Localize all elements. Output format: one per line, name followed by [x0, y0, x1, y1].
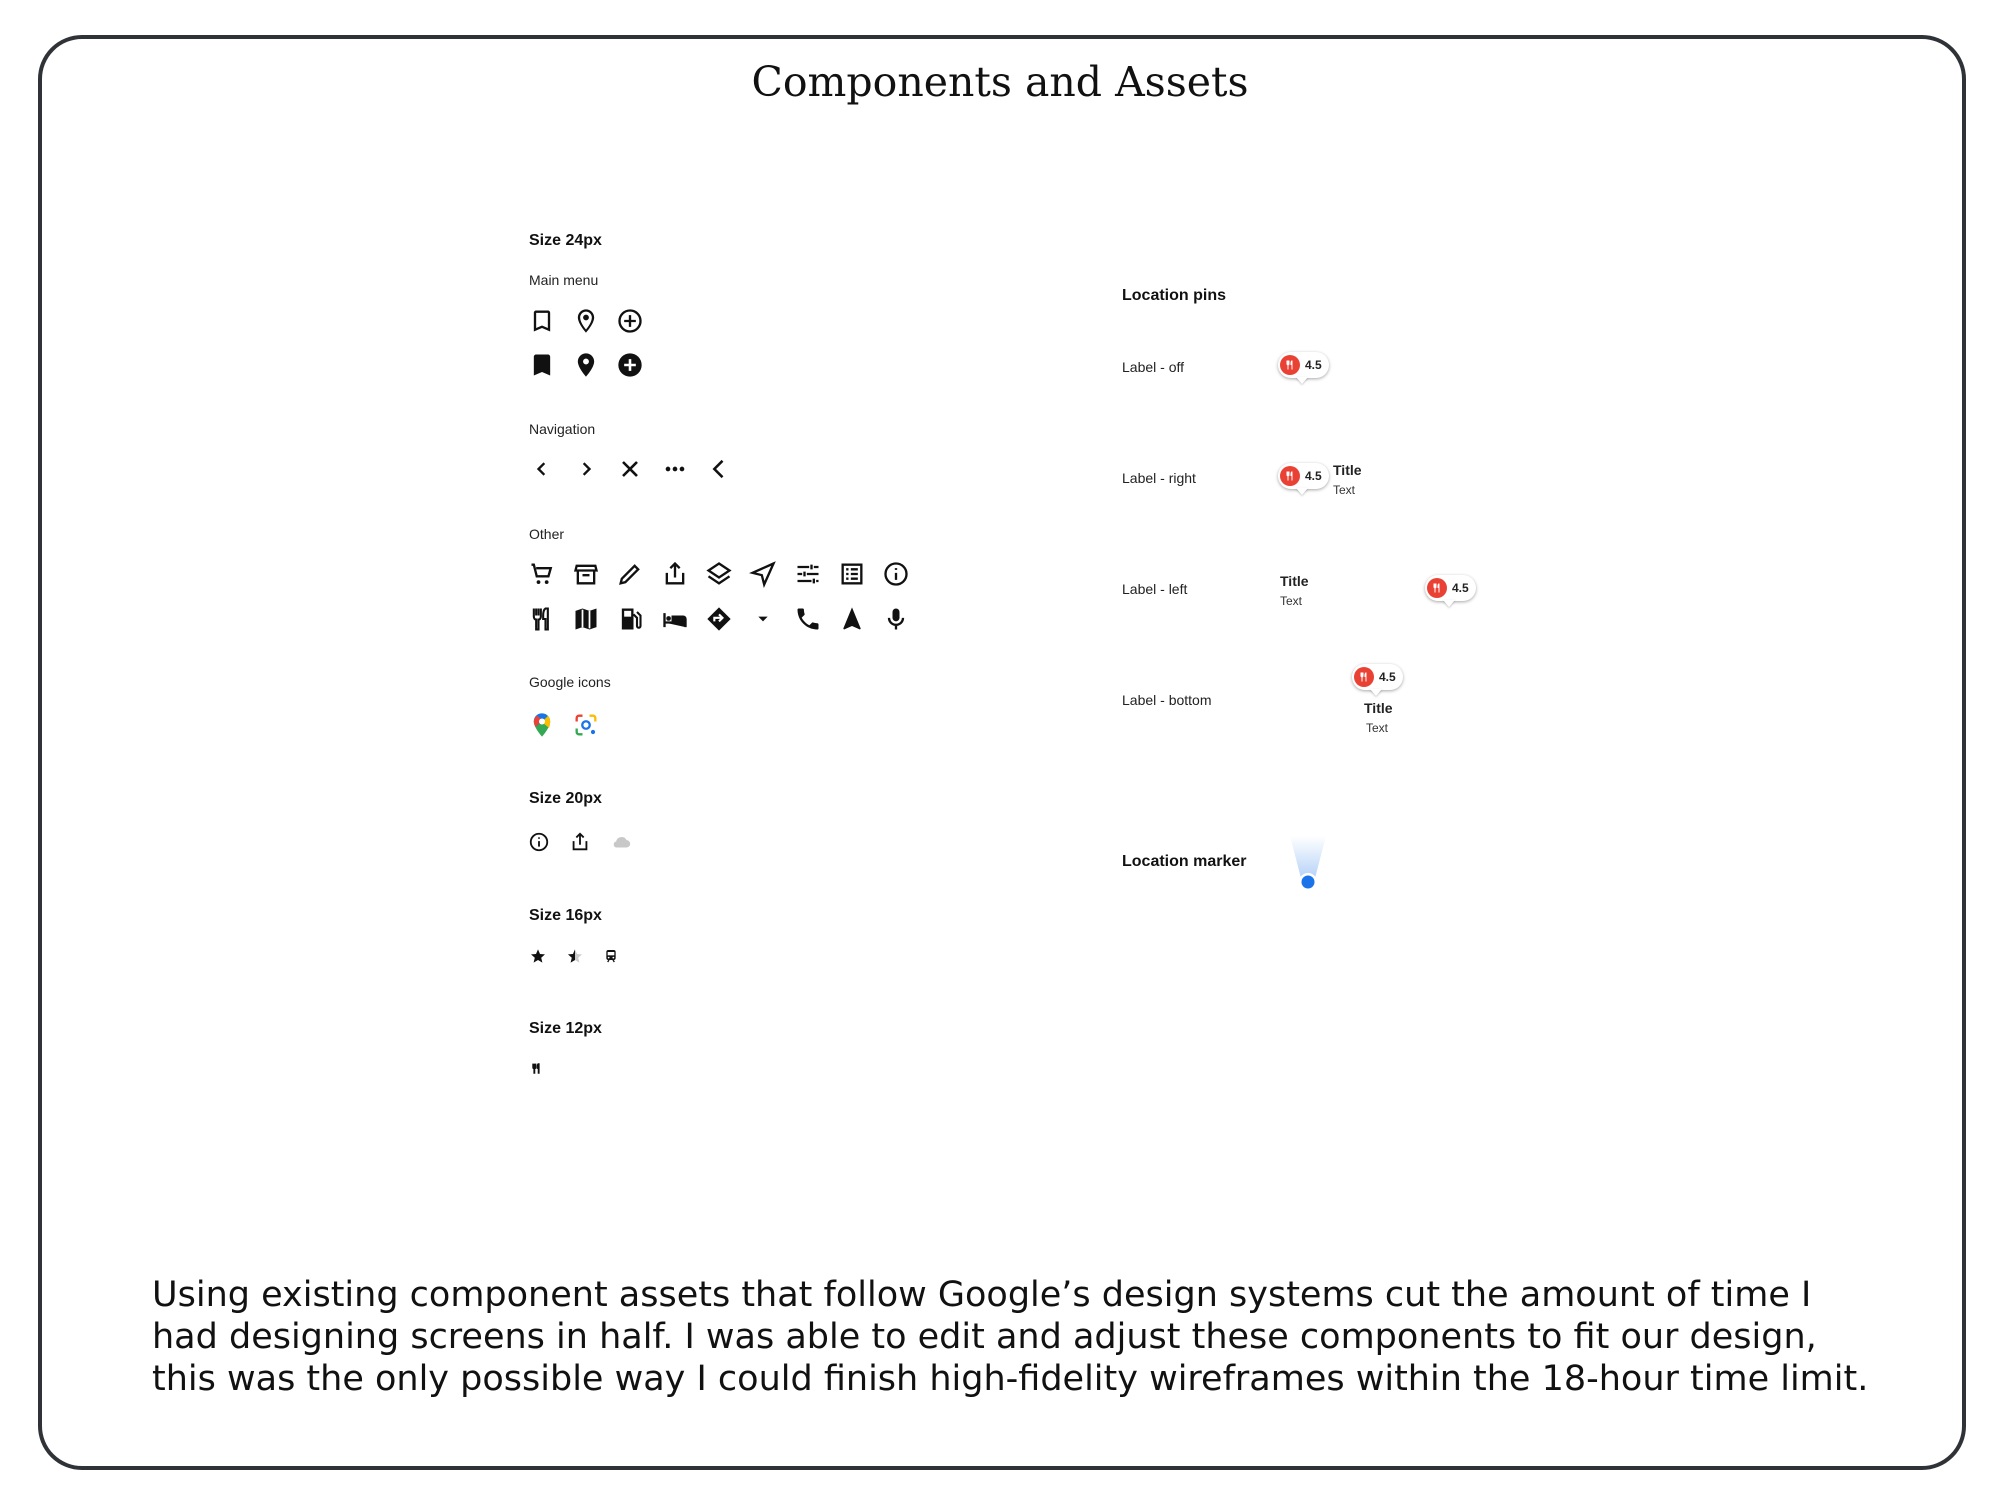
bookmark-outline-icon [528, 307, 556, 335]
location-marker-heading: Location marker [1122, 853, 1247, 870]
hotel-icon [661, 605, 689, 633]
location-pin-label-off[interactable] [1278, 352, 1329, 378]
label-left-text: Label - left [1122, 581, 1188, 597]
tune-icon [794, 560, 822, 588]
navigate-icon [749, 560, 777, 588]
label-off-text: Label - off [1122, 359, 1185, 375]
restaurant-icon [1280, 355, 1300, 375]
other-heading: Other [529, 526, 565, 542]
info-icon [882, 560, 910, 588]
pin-rating: 4.5 [1305, 358, 1322, 372]
size-24-heading: Size 24px [529, 232, 602, 249]
list-icon [838, 560, 866, 588]
google-icons-heading: Google icons [529, 674, 611, 690]
page-frame [38, 35, 1966, 1470]
add-circle-filled-icon [616, 351, 644, 379]
pin-title: Title [1333, 462, 1362, 478]
close-icon [616, 455, 644, 483]
star-icon [524, 942, 552, 970]
restaurant-icon [528, 605, 556, 633]
size-12-heading: Size 12px [529, 1020, 602, 1037]
restaurant-icon [522, 1054, 550, 1082]
gas-station-icon [616, 605, 644, 633]
main-menu-heading: Main menu [529, 272, 599, 288]
pin-rating: 4.5 [1305, 469, 1322, 483]
pin-title: Title [1364, 700, 1393, 716]
label-bottom-text: Label - bottom [1122, 692, 1212, 708]
share-icon [661, 560, 689, 588]
chevron-right-icon [572, 455, 600, 483]
size-20-heading: Size 20px [529, 790, 602, 807]
location-pins-heading: Location pins [1122, 287, 1226, 304]
label-right-text: Label - right [1122, 470, 1196, 486]
arrow-back-icon [705, 455, 733, 483]
cloud-icon [607, 828, 635, 856]
google-lens-icon [572, 711, 600, 739]
location-pin-label-left[interactable] [1425, 575, 1476, 601]
map-icon [572, 605, 600, 633]
phone-icon [794, 605, 822, 633]
place-filled-icon [572, 351, 600, 379]
location-pin-label-bottom[interactable] [1352, 664, 1403, 690]
store-icon [572, 560, 600, 588]
restaurant-icon [1280, 466, 1300, 486]
share-icon [566, 828, 594, 856]
location-marker[interactable] [1288, 836, 1328, 896]
size-16-heading: Size 16px [529, 907, 602, 924]
pin-rating: 4.5 [1379, 670, 1396, 684]
pin-text: Text [1333, 483, 1356, 497]
google-maps-icon [528, 711, 556, 739]
bookmark-filled-icon [528, 351, 556, 379]
mic-icon [882, 605, 910, 633]
add-circle-outline-icon [616, 307, 644, 335]
train-icon [597, 942, 625, 970]
place-outline-icon [572, 307, 600, 335]
edit-icon [616, 560, 644, 588]
pin-title: Title [1280, 573, 1309, 589]
directions-icon [705, 605, 733, 633]
pin-text: Text [1280, 594, 1303, 608]
pin-text: Text [1366, 721, 1389, 735]
restaurant-icon [1427, 578, 1447, 598]
cart-icon [528, 560, 556, 588]
caption: Using existing component assets that follow Google’s design systems cut the amount of time I had designing screens in half. I was able to edit and adjust these components to fit our design, this was the only possible way I could finish high-fidelity wireframes within the 18-hour time limit. [152, 1275, 1869, 1399]
layers-icon [705, 560, 733, 588]
more-horiz-icon [661, 455, 689, 483]
location-pin-label-right[interactable] [1278, 463, 1329, 489]
info-icon [525, 828, 553, 856]
navigation-arrow-icon [838, 605, 866, 633]
dropdown-icon [749, 605, 777, 633]
chevron-left-icon [528, 455, 556, 483]
star-half-icon [561, 942, 589, 970]
page-title: Components and Assets [751, 58, 1249, 106]
navigation-heading: Navigation [529, 421, 596, 437]
restaurant-icon [1354, 667, 1374, 687]
pin-rating: 4.5 [1452, 581, 1469, 595]
